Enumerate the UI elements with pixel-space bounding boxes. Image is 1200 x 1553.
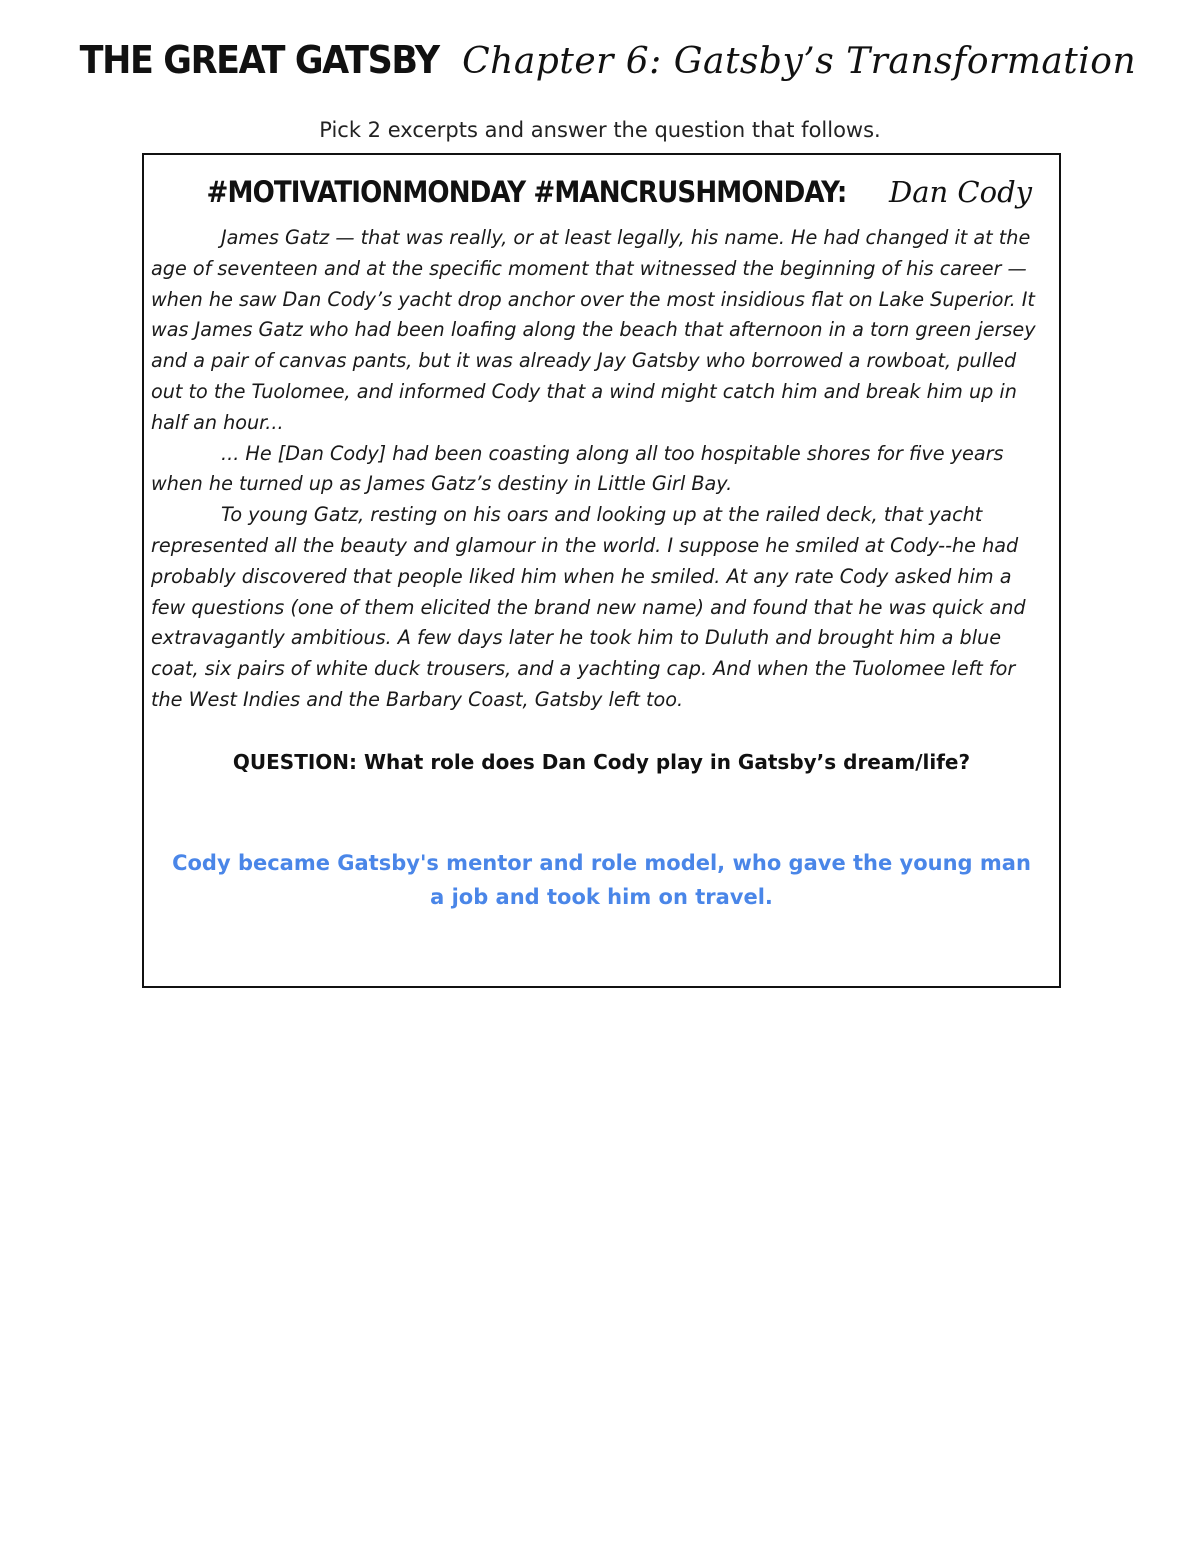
excerpt-text [151,223,1049,716]
excerpt-paragraph: To young Gatz, resting on his oars and looking up at the railed deck, that yacht represented all the beauty and glamour in the world. I suppose he smiled at Cody--he had probably discovered that people liked him when he smiled. At any rate Cody asked him a few questions (one of them elicited the brand new name) and found that he was quick and extravagantly ambitious. A few days later he took him to Duluth and brought him a blue coat, six pairs of white duck trousers, and a yachting cap. And when the Tuolomee left for the West Indies and the Barbary Coast, Gatsby left too. [151,503,1026,711]
chapter-title: Chapter 6: Gatsby’s Transformation [462,41,1137,82]
answer-text[interactable]: Cody became Gatsby's mentor and role model, who gave the young man a job and took him on travel. [172,851,1031,909]
book-title: THE GREAT GATSBY [79,38,439,82]
question-prompt: QUESTION: What role does Dan Cody play in Gatsby’s dream/life? [232,750,971,774]
page-title [0,38,1200,82]
instructions: Pick 2 excerpts and answer the question that follows. [319,118,881,142]
excerpt-heading-tags: #MOTIVATIONMONDAY #MANCRUSHMONDAY: [206,175,847,209]
excerpt-paragraph: James Gatz — that was really, or at least legally, his name. He had changed it at the age of seventeen and at the specific moment that witnessed the beginning of his career — when he saw Dan Cody’s yacht drop anchor over the most insidious flat on Lake Superior. It was James Gatz who had been loafing along the beach that afternoon in a torn green jersey and a pair of canvas pants, but it was already Jay Gatsby who borrowed a rowboat, pulled out to the Tuolomee, and informed Cody that a wind might catch him and break him up in half an hour... [151,226,1036,434]
excerpt-heading [144,175,1059,209]
excerpt-heading-name: Dan Cody [889,175,1033,209]
excerpt-paragraph: ... He [Dan Cody] had been coasting along all too hospitable shores for five years when he turned up as James Gatz’s destiny in Little Girl Bay. [151,441,1004,496]
excerpt-box [142,153,1061,988]
